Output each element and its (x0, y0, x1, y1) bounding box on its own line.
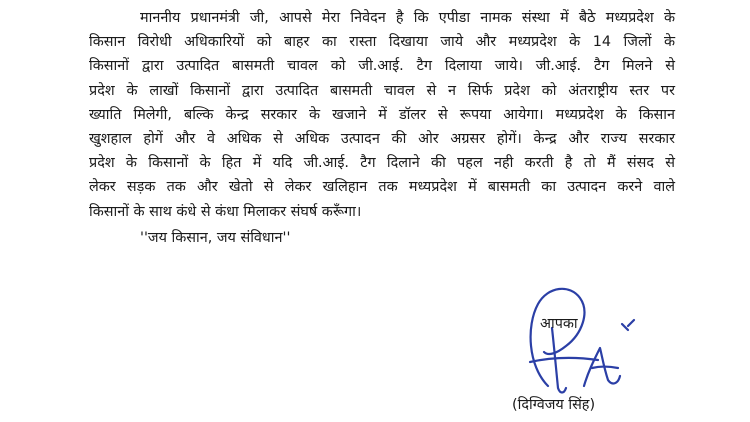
body-line: ख्याति मिलेगी, बल्कि केन्द्र सरकार के खजाने में डॉलर से रूपया आयेगा। मध्यप्रदेश के किसान (89, 106, 675, 123)
body-line: माननीय प्रधानमंत्री जी, आपसे मेरा निवेदन है कि एपीडा नामक संस्था में बैठे मध्यप्रदेश के (140, 10, 675, 26)
handwritten-signature (508, 276, 658, 401)
body-line: लेकर सड़क तक और खेतो से लेकर खलिहान तक मध्यप्रदेश में बासमती का उत्पादन करने वाले (89, 179, 675, 196)
letter-body (89, 6, 675, 224)
body-line: खुशहाल होगें और वे अधिक से अधिक उत्पादन की ओर अग्रसर होगें। केन्द्र और राज्य सरकार (89, 131, 675, 148)
body-line: प्रदेश के किसानों के हित में यदि जी.आई. टैग दिलाने की पहल नही करती है तो मैं संसद से (89, 155, 675, 172)
signer-name: (दिग्विजय सिंह) (512, 397, 596, 413)
body-line: किसान विरोधी अधिकारियों को बाहर का रास्ता दिखाया जाये और मध्यप्रदेश के 14 जिलों के (89, 34, 675, 51)
body-line: प्रदेश के लाखों किसानों द्वारा उत्पादित बासमती चावल से न सिर्फ प्रदेश को अंतराष्ट्रीय स्तर पर (89, 82, 675, 99)
body-line: किसानों के साथ कंधे से कंधा मिलाकर संघर्ष करूँगा। (89, 203, 362, 220)
closing-salutation: आपका (540, 316, 578, 332)
body-line: किसानों द्वारा उत्पादित बासमती चावल को जी.आई. टैग दिलाया जाये। जी.आई. टैग मिलने से (89, 58, 675, 75)
slogan: ''जय किसान, जय संविधान'' (140, 230, 291, 246)
